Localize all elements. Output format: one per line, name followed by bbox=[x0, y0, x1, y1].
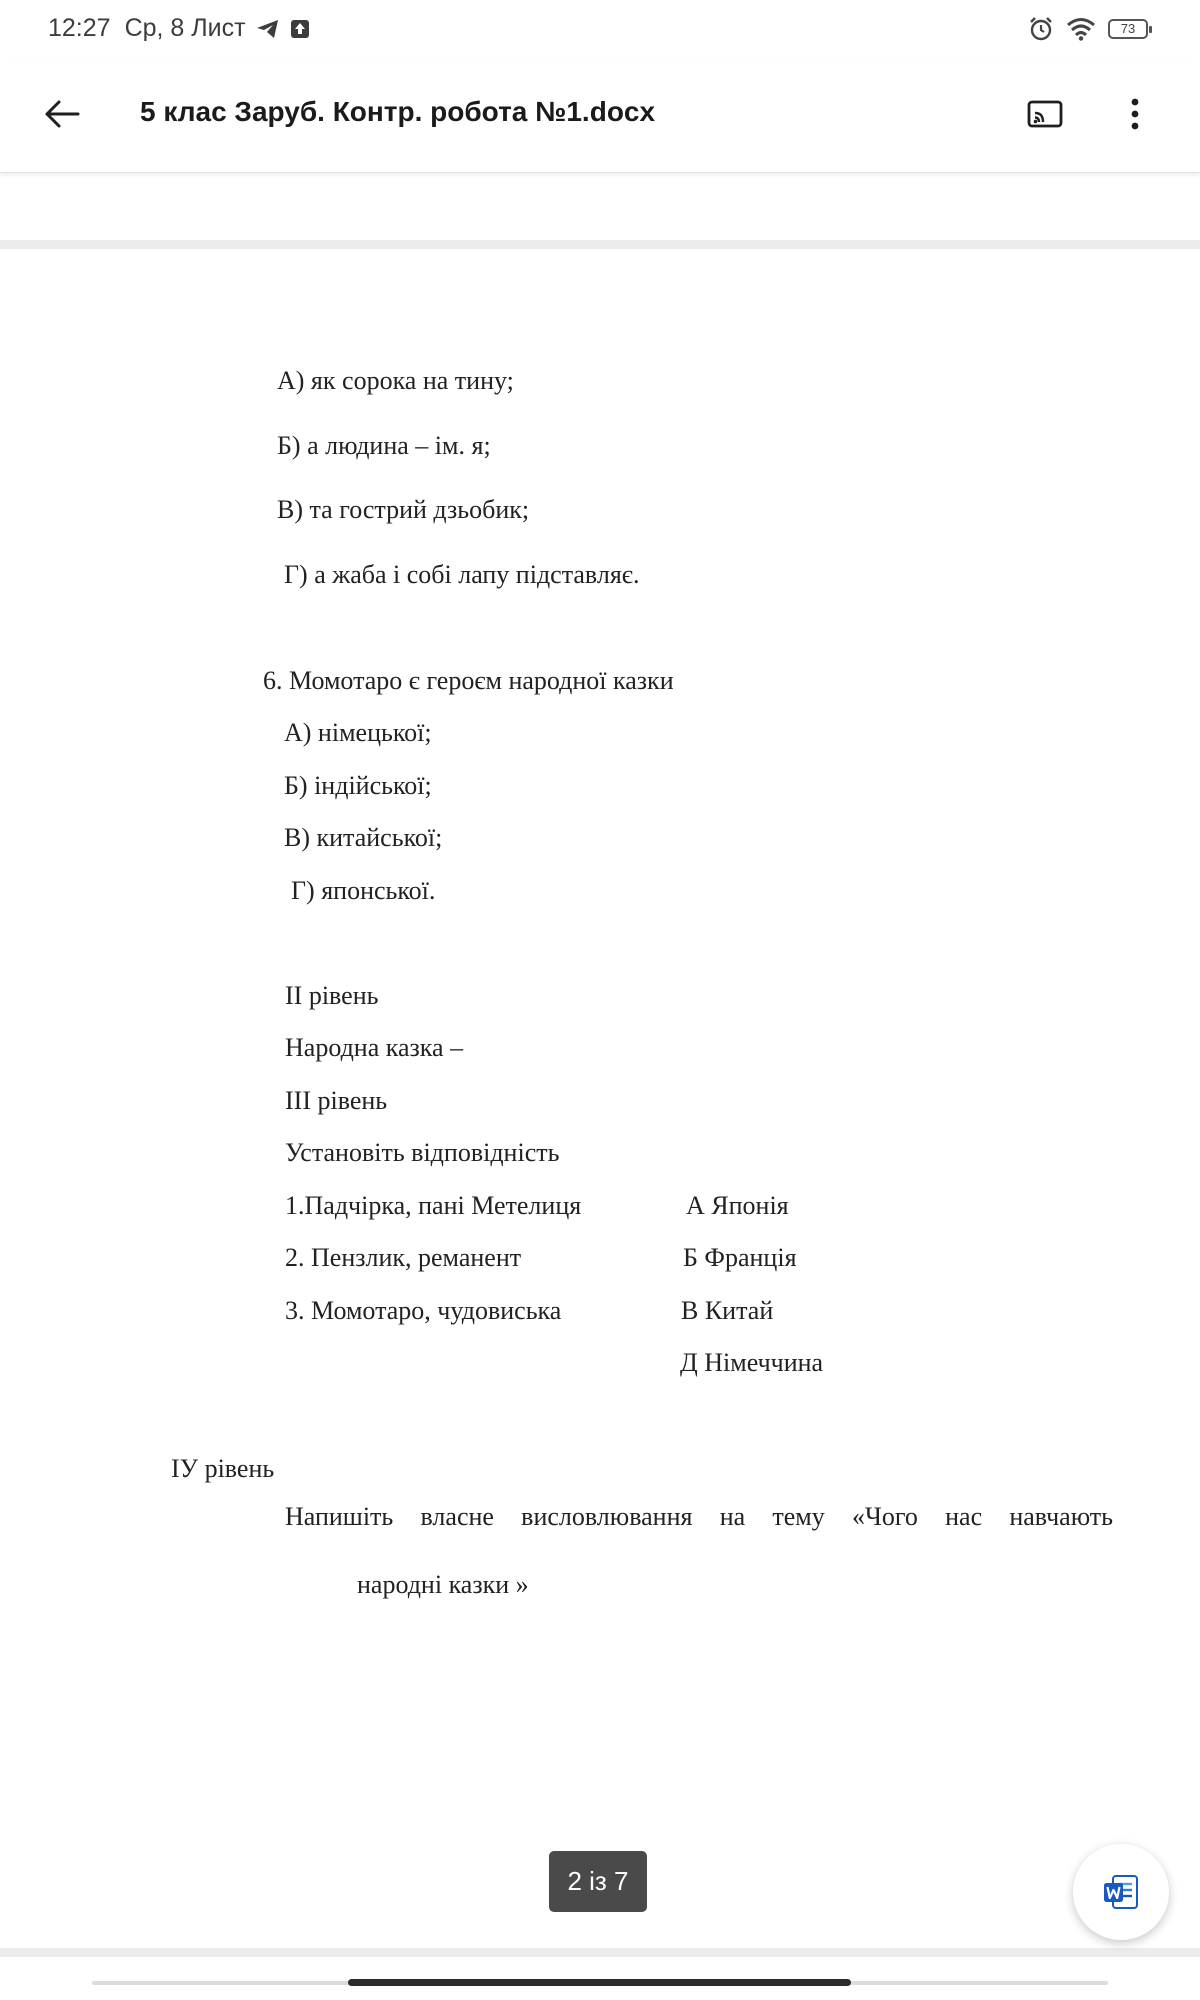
level4-heading: ІУ рівень bbox=[171, 1454, 275, 1483]
word-icon bbox=[1101, 1872, 1141, 1912]
status-date: Ср, 8 Лист bbox=[124, 14, 246, 42]
match-right-item: Д Німеччина bbox=[680, 1348, 824, 1377]
q5-option-c: В) та гострий дзьобик; bbox=[277, 495, 530, 524]
q6-option-d: Г) японської. bbox=[291, 876, 436, 905]
match-left-item: 2. Пензлик, реманент bbox=[285, 1243, 522, 1272]
page-separator bbox=[0, 1948, 1200, 1957]
level4-task-line1: Напишіть власне висловлювання на тему «Чого нас навчають bbox=[285, 1502, 1113, 1531]
level3-heading: ІІІ рівень bbox=[285, 1086, 388, 1115]
level4-task-line2: народні казки » bbox=[357, 1570, 529, 1599]
q6-question: 6. Момотаро є героєм народної казки bbox=[263, 666, 674, 695]
q5-option-b: Б) а людина – ім. я; bbox=[277, 431, 491, 460]
open-in-word-button[interactable] bbox=[1073, 1844, 1169, 1940]
scroll-thumb[interactable] bbox=[348, 1979, 851, 1986]
match-right-item: В Китай bbox=[681, 1296, 774, 1325]
match-right-item: А Японія bbox=[686, 1191, 789, 1220]
match-left-item: 3. Момотаро, чудовиська bbox=[285, 1296, 562, 1325]
level3-instruction: Установіть відповідність bbox=[285, 1138, 560, 1167]
level2-heading: ІІ рівень bbox=[285, 981, 379, 1010]
q6-option-b: Б) індійської; bbox=[284, 771, 432, 800]
q5-option-d: Г) а жаба і собі лапу підставляє. bbox=[284, 560, 640, 589]
match-right-item: Б Франція bbox=[683, 1243, 797, 1272]
q5-option-a: А) як сорока на тину; bbox=[277, 366, 514, 395]
q6-option-c: В) китайської; bbox=[284, 823, 443, 852]
document-title: 5 клас Заруб. Контр. робота №1.docx bbox=[140, 96, 656, 127]
q6-option-a: А) німецької; bbox=[284, 718, 432, 747]
match-left-item: 1.Падчірка, пані Метелиця bbox=[285, 1191, 582, 1220]
battery-icon: 73 bbox=[1108, 19, 1148, 39]
status-time: 12:27 bbox=[48, 14, 111, 42]
level2-text: Народна казка – bbox=[285, 1033, 464, 1062]
page-indicator: 2 із 7 bbox=[549, 1851, 647, 1912]
